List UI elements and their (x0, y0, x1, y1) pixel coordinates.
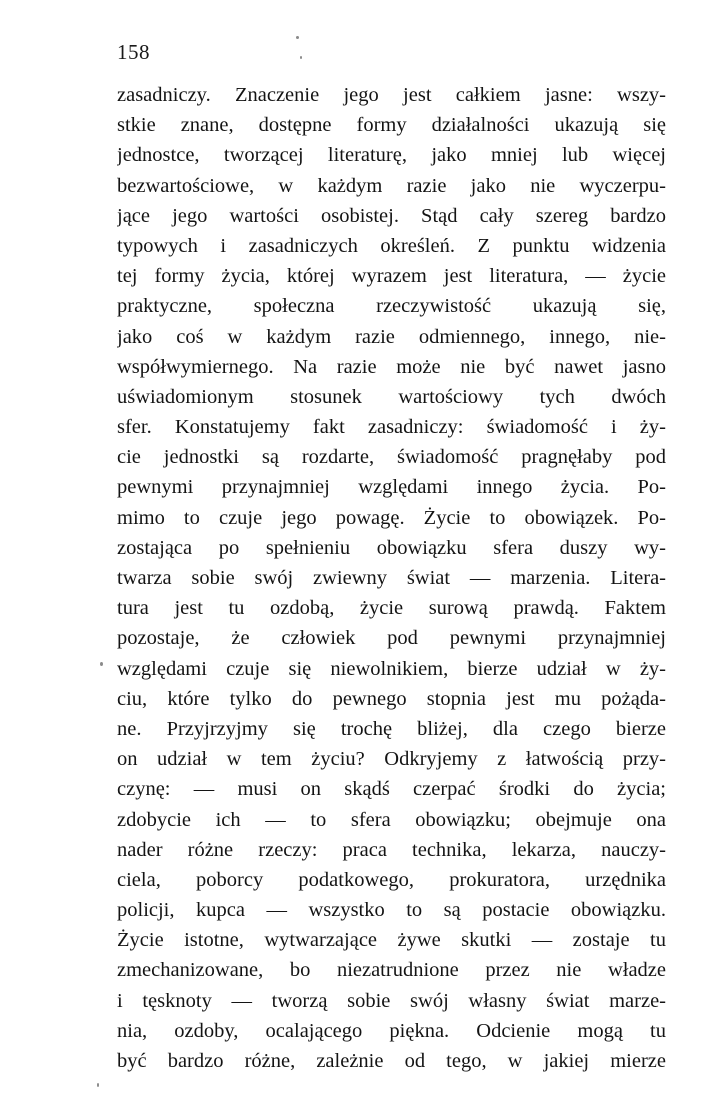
text-line: tej formy życia, której wyrazem jest literatura, — życie (117, 265, 666, 288)
text-line: praktyczne, społeczna rzeczywistość ukazują się, (117, 295, 666, 318)
text-line: uświadomionym stosunek wartościowy tych dwóch (117, 385, 666, 408)
text-line: bezwartościowe, w każdym razie jako nie wyczerpu- (117, 174, 666, 197)
text-line: typowych i zasadniczych określeń. Z punktu widzenia (117, 234, 666, 257)
text-line: być bardzo różne, zależnie od tego, w jakiej mierze (117, 1050, 666, 1072)
text-line: mimo to czuje jego powagę. Życie to obowiązek. Po- (117, 506, 666, 529)
text-line: zasadniczy. Znaczenie jego jest całkiem jasne: wszy- (117, 84, 666, 106)
text-line: współwymiernego. Na razie może nie być nawet jasno (117, 355, 666, 378)
body-text (117, 80, 666, 1076)
scan-speck (97, 1083, 99, 1087)
text-line: stkie znane, dostępne formy działalności ukazują się (117, 114, 666, 137)
text-line: jako coś w każdym razie odmiennego, innego, nie- (117, 325, 666, 348)
text-line: twarza sobie swój zwiewny świat — marzenia. Litera- (117, 567, 666, 589)
text-line: zostająca po spełnieniu obowiązku sfera duszy wy- (117, 536, 666, 559)
text-line: względami czuje się niewolnikiem, bierze udział w ży- (117, 657, 666, 680)
scan-speck (100, 662, 103, 666)
scan-speck (300, 56, 302, 59)
text-line: jednostce, tworzącej literaturę, jako mniej lub więcej (117, 144, 666, 167)
text-line: pewnymi przynajmniej względami innego życia. Po- (117, 476, 666, 499)
text-line: ciu, które tylko do pewnego stopnia jest mu pożąda- (117, 687, 666, 710)
text-line: on udział w tem życiu? Odkryjemy z łatwością przy- (117, 748, 666, 771)
text-line: jące jego wartości osobistej. Stąd cały szereg bardzo (117, 204, 666, 227)
scan-speck (296, 36, 299, 39)
text-line: tura jest tu ozdobą, życie surową prawdą. Faktem (117, 597, 666, 620)
text-line: zmechanizowane, bo niezatrudnione przez nie władze (117, 959, 666, 982)
text-line: ciela, poborcy podatkowego, prokuratora, urzędnika (117, 868, 666, 891)
page-number: 158 (117, 40, 150, 64)
text-line: zdobycie ich — to sfera obowiązku; obejmuje ona (117, 808, 666, 831)
text-line: i tęsknoty — tworzą sobie swój własny świat marze- (117, 989, 666, 1012)
text-line: pozostaje, że człowiek pod pewnymi przynajmniej (117, 627, 666, 650)
text-line: nader różne rzeczy: praca technika, lekarza, nauczy- (117, 838, 666, 861)
text-line: policji, kupca — wszystko to są postacie obowiązku. (117, 899, 666, 922)
text-line: ne. Przyjrzyjmy się trochę bliżej, dla czego bierze (117, 717, 666, 740)
text-line: nia, ozdoby, ocalającego piękna. Odcienie mogą tu (117, 1019, 666, 1042)
text-line: Życie istotne, wytwarzające żywe skutki — zostaje tu (117, 929, 666, 952)
text-line: sfer. Konstatujemy fakt zasadniczy: świadomość i ży- (117, 416, 666, 439)
text-line: cie jednostki są rozdarte, świadomość pragnęłaby pod (117, 446, 666, 469)
text-line: czynę: — musi on skądś czerpać środki do życia; (117, 778, 666, 801)
